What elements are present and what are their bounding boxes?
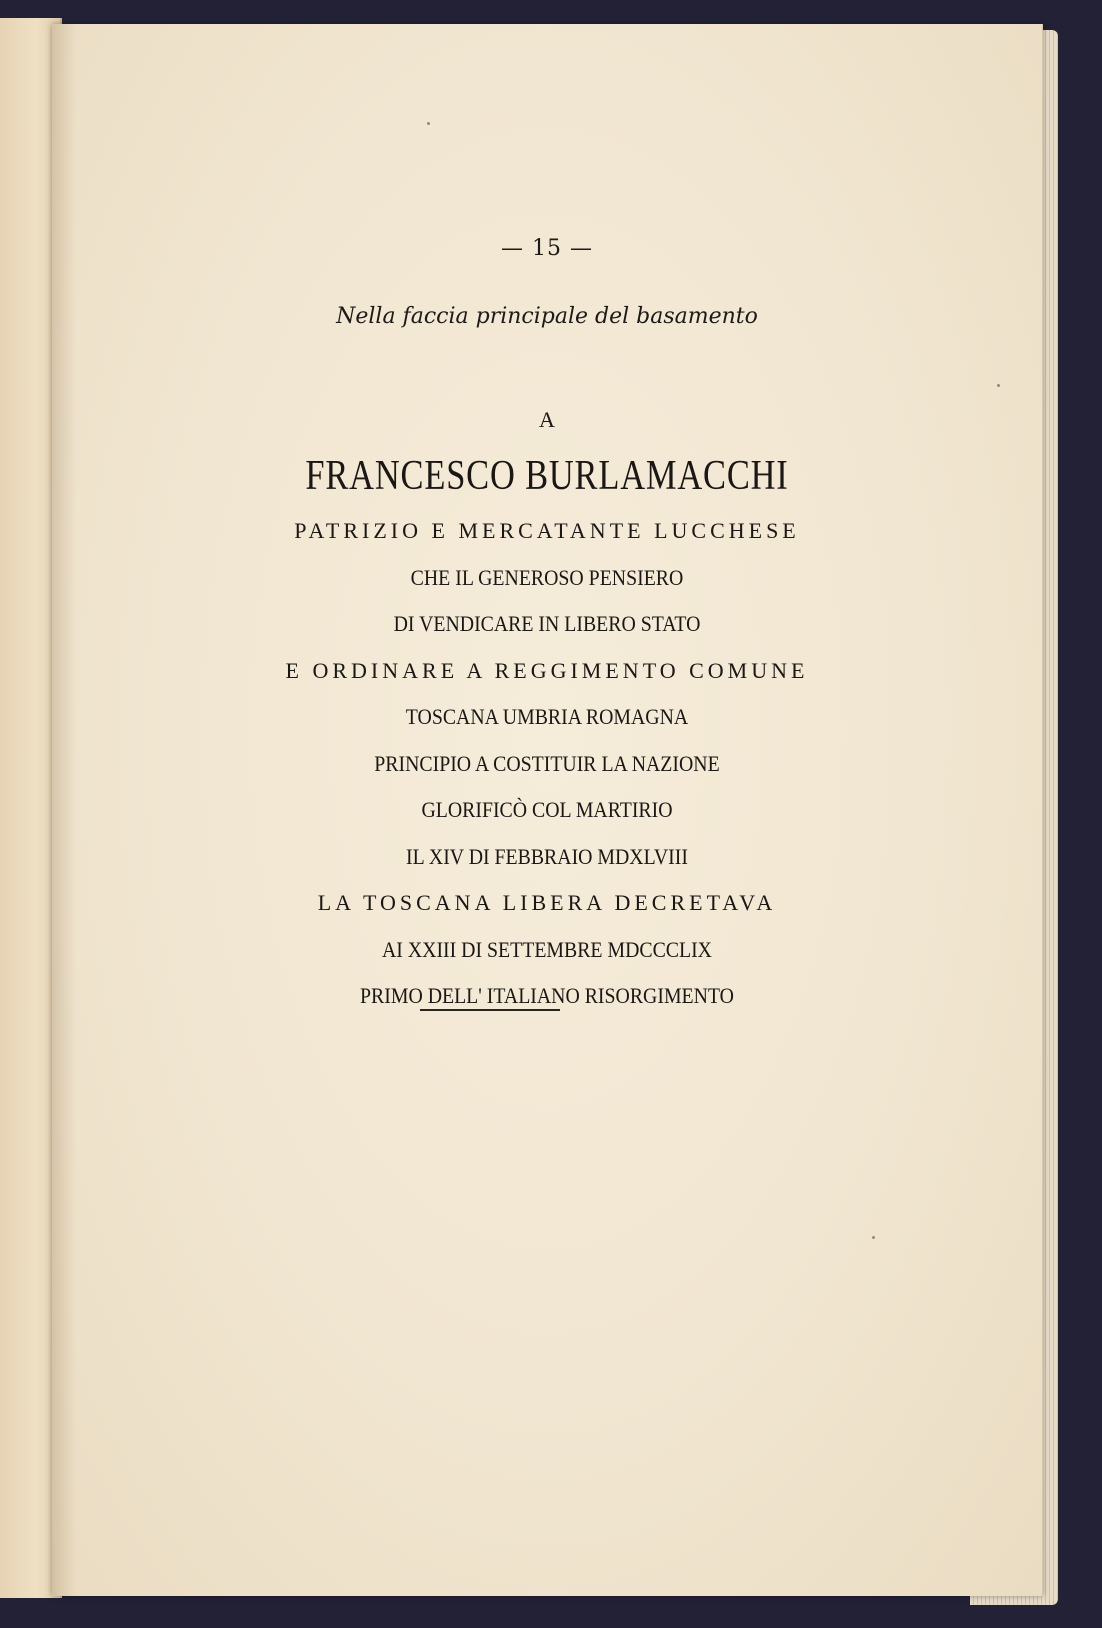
inscription-line: TOSCANA UMBRIA ROMAGNA: [405, 704, 689, 729]
inscription-line: GLORIFICÒ COL MARTIRIO: [421, 797, 673, 822]
inscription-line: CHE IL GENEROSO PENSIERO: [410, 564, 684, 590]
paper-speck: [997, 384, 1000, 387]
inscription-line: IL XIV DI FEBBRAIO MDXLVIII: [406, 843, 688, 869]
inscription-dedication: A: [539, 407, 555, 432]
inscription-line: LA TOSCANA LIBERA DECRETAVA: [317, 890, 777, 915]
inscription-honoree: FRANCESCO BURLAMACCHI: [305, 453, 789, 499]
page-number: — 15 —: [501, 236, 593, 261]
inscription-line: PRINCIPIO A COSTITUIR LA NAZIONE: [374, 750, 720, 776]
caption: Nella faccia principale del basamento: [336, 304, 758, 329]
inscription-line: E ORDINARE A REGGIMENTO COMUNE: [285, 657, 809, 683]
book-page: [52, 24, 1043, 1596]
inscription-line: PRIMO DELL' ITALIANO RISORGIMENTO: [360, 983, 734, 1008]
paper-speck: [872, 1236, 875, 1239]
paper-speck: [427, 122, 430, 125]
inscription-line: DI VENDICARE IN LIBERO STATO: [393, 611, 701, 636]
closing-rule: [420, 1009, 560, 1011]
inscription-line: PATRIZIO E MERCATANTE LUCCHESE: [294, 518, 800, 543]
inscription: [52, 404, 1042, 1020]
inscription-line: AI XXIII DI SETTEMBRE MDCCCLIX: [382, 936, 712, 962]
